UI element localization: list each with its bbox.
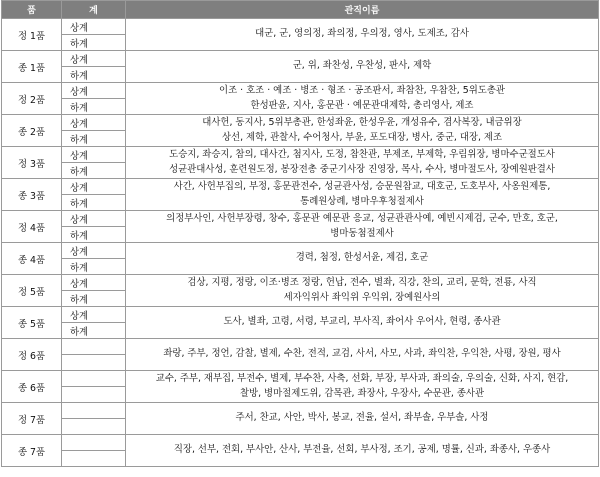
title-line: 세자익위사 좌익위 우익위, 장예원사의 <box>283 291 441 303</box>
title-names <box>126 179 599 211</box>
title-line: 상선, 제학, 관찰사, 수어청사, 부윤, 포도대장, 병사, 중군, 대장, 제조 <box>221 131 503 143</box>
title-line: 도승지, 좌승지, 참의, 대사간, 첨지사, 도정, 참찬관, 부제조, 부제학, 우림위장, 병마수군절도사 <box>169 148 555 160</box>
title-names <box>126 51 599 83</box>
grade-lower <box>62 387 126 403</box>
title-line: 군, 위, 좌찬성, 우찬성, 판사, 제학 <box>292 60 432 72</box>
title-line: 교수, 주부, 재부집, 부전수, 별제, 부수찬, 사축, 선화, 부장, 부사과, 좌의술, 우의술, 신화, 사지, 현감, <box>155 372 569 384</box>
grade-upper: 상계 <box>62 275 126 291</box>
title-line: 통례원상례, 병마우후청절제사 <box>300 195 424 207</box>
grade-upper <box>62 339 126 355</box>
rank-cell: 정 7품 <box>2 403 62 435</box>
title-line: 찰방, 병마절제도위, 감목관, 좌장사, 우장사, 수문관, 종사관 <box>239 387 485 399</box>
header-row <box>2 1 599 19</box>
title-names <box>126 371 599 403</box>
rank-cell: 정 4품 <box>2 211 62 243</box>
header-gye: 계 <box>62 1 126 19</box>
rank-cell: 종 4품 <box>2 243 62 275</box>
title-names <box>126 115 599 147</box>
rank-cell: 정 6품 <box>2 339 62 371</box>
title-line: 병마동첨절제사 <box>330 227 394 239</box>
grade-lower: 하계 <box>62 195 126 211</box>
title-names <box>126 147 599 179</box>
header-names: 관직이름 <box>126 1 599 19</box>
rank-cell: 종 3품 <box>2 179 62 211</box>
rank-cell: 종 1품 <box>2 51 62 83</box>
rank-cell: 종 5품 <box>2 307 62 339</box>
table-row <box>2 403 599 419</box>
title-names <box>126 275 599 307</box>
table-row <box>2 243 599 259</box>
grade-upper: 상계 <box>62 115 126 131</box>
table-row <box>2 179 599 195</box>
table-row <box>2 115 599 131</box>
grade-upper: 상계 <box>62 19 126 35</box>
title-line: 검상, 지평, 정랑, 이조·병조 정랑, 헌납, 전수, 별좌, 직강, 찬의, 교리, 문학, 전룡, 사직 <box>187 276 537 288</box>
title-line: 도사, 별좌, 고령, 서령, 부교리, 부사직, 좌어사 우어사, 현령, 종사관 <box>223 316 501 328</box>
grade-lower <box>62 355 126 371</box>
title-line: 성균관대사성, 훈련원도정, 봉장전총 중군기사장 진영장, 목사, 수사, 병마절도사, 장예원판결사 <box>169 163 555 175</box>
table-row <box>2 307 599 323</box>
rank-cell: 정 5품 <box>2 275 62 307</box>
table-row <box>2 19 599 35</box>
grade-upper: 상계 <box>62 243 126 259</box>
title-line: 한성판윤, 지사, 홍문관 · 예문관대제학, 총리영사, 제조 <box>250 99 474 111</box>
grade-lower: 하계 <box>62 227 126 243</box>
title-names <box>126 211 599 243</box>
title-names <box>126 403 599 435</box>
grade-upper: 상계 <box>62 51 126 67</box>
rank-cell: 종 2품 <box>2 115 62 147</box>
grade-upper: 상계 <box>62 179 126 195</box>
grade-upper: 상계 <box>62 83 126 99</box>
title-line: 의정부사인, 사헌부장령, 창수, 홍문관 예문관 응교, 성균관관사예, 예빈시제검, 군수, 만호, 호군, <box>166 212 558 224</box>
grade-lower <box>62 419 126 435</box>
rank-cell: 정 3품 <box>2 147 62 179</box>
title-names <box>126 19 599 51</box>
table-row <box>2 211 599 227</box>
rank-cell: 종 7품 <box>2 435 62 467</box>
title-line: 주서, 찬교, 사안, 박사, 봉교, 전율, 설서, 좌부솔, 우부솔, 사정 <box>235 412 489 424</box>
grade-lower <box>62 451 126 467</box>
title-names <box>126 435 599 467</box>
header-pum: 품 <box>2 1 62 19</box>
grade-lower: 하계 <box>62 323 126 339</box>
grade-lower: 하계 <box>62 99 126 115</box>
rank-cell: 종 6품 <box>2 371 62 403</box>
grade-upper: 상계 <box>62 211 126 227</box>
grade-lower: 하계 <box>62 163 126 179</box>
title-names <box>126 243 599 275</box>
table-row <box>2 147 599 163</box>
table-row <box>2 83 599 99</box>
table-row <box>2 339 599 355</box>
grade-upper <box>62 435 126 451</box>
table-body <box>2 19 599 467</box>
rank-table <box>1 0 599 467</box>
title-line: 대사헌, 동지사, 5위부총관, 한성좌윤, 한성우윤, 개성유수, 겸사복장, 내금위장 <box>202 116 522 128</box>
rank-cell: 정 2품 <box>2 83 62 115</box>
grade-lower: 하계 <box>62 35 126 51</box>
title-names <box>126 339 599 371</box>
grade-lower: 하계 <box>62 67 126 83</box>
grade-lower: 하계 <box>62 131 126 147</box>
table-row <box>2 371 599 387</box>
grade-upper <box>62 403 126 419</box>
grade-lower: 하계 <box>62 259 126 275</box>
table-row <box>2 275 599 291</box>
table-row <box>2 51 599 67</box>
grade-lower: 하계 <box>62 291 126 307</box>
grade-upper: 상계 <box>62 307 126 323</box>
title-names <box>126 83 599 115</box>
title-line: 이조 · 호조 · 예조 · 병조 · 형조 · 공조판서, 좌참찬, 우참찬, 5위도총관 <box>219 84 505 96</box>
title-line: 좌랑, 주부, 정언, 감찰, 별제, 수찬, 전적, 교검, 사서, 사모, 사과, 좌익찬, 우익찬, 사평, 장원, 평사 <box>163 348 561 360</box>
title-line: 경력, 첨정, 한성서윤, 제검, 호군 <box>295 252 429 264</box>
table-row <box>2 435 599 451</box>
title-line: 사간, 사헌부집의, 부정, 홍문관전수, 성균관사성, 승문원참교, 대호군, 도호부사, 사옹원제통, <box>173 180 551 192</box>
title-line: 직장, 선부, 전회, 부사안, 산사, 부전율, 선회, 부사정, 조기, 공제, 명률, 신과, 좌종사, 우종사 <box>173 444 551 456</box>
grade-upper: 상계 <box>62 147 126 163</box>
grade-upper <box>62 371 126 387</box>
title-names <box>126 307 599 339</box>
rank-cell: 정 1품 <box>2 19 62 51</box>
title-line: 대군, 군, 영의정, 좌의정, 우의정, 영사, 도제조, 감사 <box>255 28 469 40</box>
